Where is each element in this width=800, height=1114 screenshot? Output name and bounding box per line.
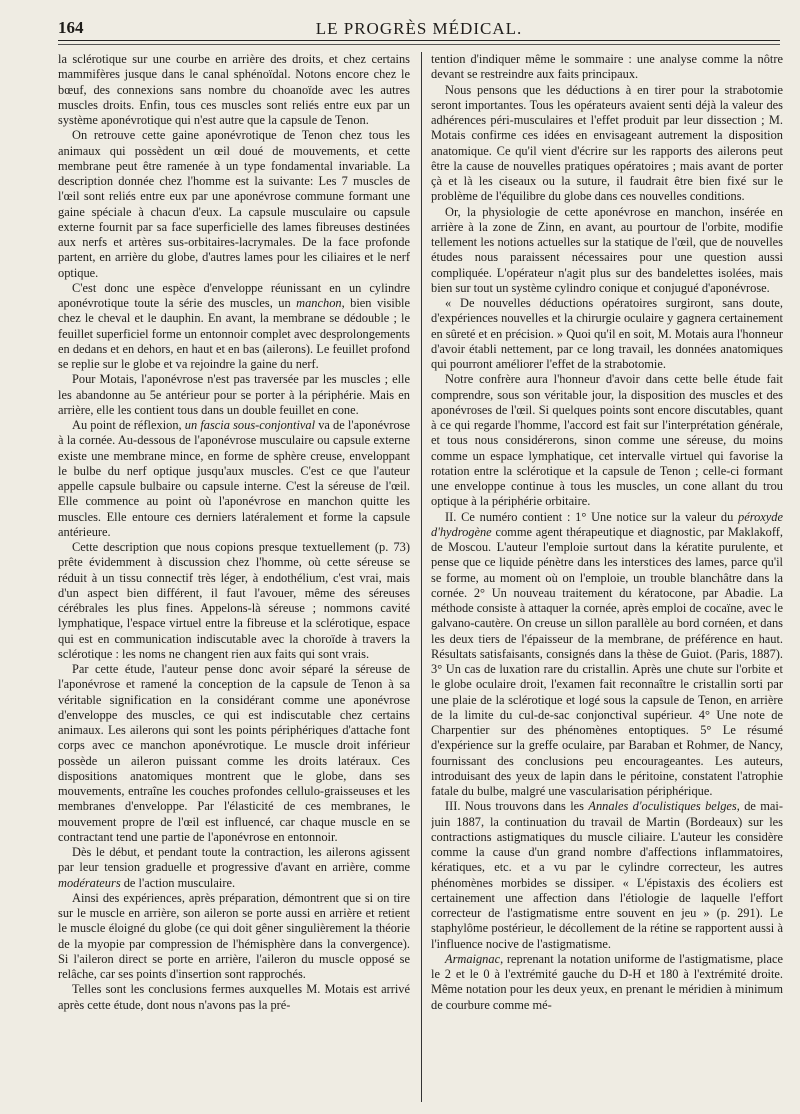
paragraph-text: Or, la physiologie de cette aponévrose en manchon, insérée en arrière à la zone de Zinn, en avant, au pourtour de l'orbite, modifie tellement les notions actuelles sur la statique de l'œil, que de nouvelles études nous paraissent nécessaires pour une question aussi compliquée. L'opérateur n'agit plus sur des bandelettes isolées, mais bien sur tout un système cylindro conique et conjugué d'aponévrose. <box>431 204 783 295</box>
paragraph <box>58 128 410 281</box>
journal-title: LE PROGRÈS MÉDICAL. <box>315 19 523 38</box>
paragraph <box>58 540 410 662</box>
left-column <box>58 52 410 1102</box>
paragraph <box>58 845 410 891</box>
italic-text: Annales d'oculistiques belges <box>588 799 737 814</box>
paragraph <box>58 662 410 845</box>
paragraph <box>58 372 410 418</box>
paragraph <box>431 799 783 952</box>
paragraph-text: Cette description que nous copions presque textuellement (p. 73) prête évidemment à discussion chez l'homme, où cette séreuse se réduit à un tissu connectif très léger, à endothélium, c'est vrai, mais d'un aspect bien différent, il faut l'avouer, même des séreuses cérébrales les plus fines. Appelons-là séreuse ; nommons cavité lymphatique, l'espace virtuel entre la fibreuse et la sclérotique, espace qui est en communication indiscutable avec la choroïde à travers la sclérotique : les noms ne changent rien aux faits qui sont vrais. <box>58 540 410 661</box>
paragraph-text: III. Nous trouvons dans les <box>445 799 589 814</box>
paragraph-text: « De nouvelles déductions opératoires surgiront, sans doute, d'expériences nouvelles et la chirurgie oculaire y gagnera certainement en sûreté et en précision. » Quoi qu'il en soit, M. Motais aura l'honneur d'avoir établi nettement, par ce long travail, les données anatomiques qui pourront améliorer l'effet de la strabotomie. <box>431 296 783 371</box>
paragraph-text: Telles sont les conclusions fermes auxquelles M. Motais est arrivé après cette étude, dont nous n'avons pas la pré- <box>58 982 410 1012</box>
paragraph-text: Au point de réflexion, <box>72 418 185 432</box>
paragraph-text: de l'action musculaire. <box>120 875 236 890</box>
italic-text: Armaignac <box>445 951 501 966</box>
paragraph <box>431 296 783 372</box>
paragraph-text: Pour Motais, l'aponévrose n'est pas traversée par les muscles ; elle les abandonne au 5e antérieur pour se porter à la périphérie. Mais en arrière, elle les contient tous dans un double feuillet en cone. <box>58 372 410 417</box>
paragraph <box>431 205 783 297</box>
paragraph-text: va de l'aponévrose à la cornée. Au-dessous de l'aponévrose musculaire ou capsule externe existe une membrane mince, en forme de sphère creuse, enveloppant le bulbe du nerf optique jusqu'aux muscles. C'est ce que l'auteur appelle capsule bulbaire ou capsule interne. C'est la séreuse de l'œil. Elle commence au point où l'aponévrose en manchon quitte les muscles. Elle entoure ces derniers latéralement et forme la capsule antérieure. <box>58 418 410 539</box>
right-column <box>431 52 783 1102</box>
italic-text: un fascia sous-conjontival <box>184 418 316 432</box>
paragraph-text: Par cette étude, l'auteur pense donc avoir séparé la séreuse de l'aponévrose et ramené la conception de la capsule de Tenon à sa véritable signification en la considérant comme une aponévrose d'enveloppe des muscles, ce qui est indiscutable chez certains animaux. Les ailerons qui sont les points périphériques d'attache font corps avec ce manchon aponévrotique. Le muscle droit inférieur possède un aileron puissant comme les droits latéraux. Ces dispositions anatomiques montrent que le globe, dans ses mouvements, entraîne les couches profondes cellulo-graisseuses et les membranes d'enveloppe. Par l'élasticité de ces membranes, le mouvement propre de l'œil est influencé, car chaque muscle en se contractant tend une partie de l'aponévrose en entonnoir. <box>58 662 410 844</box>
paragraph-text: comme agent thérapeutique et diagnostic, par Maklakoff, de Moscou. L'auteur l'emploie surtout dans la kératite purulente, et pense que ce liquide pénètre dans les interstices des lames, parce qu'il se forme, au moment où on l'emploie, un trouble blanchâtre dans la cornée. 2° Un nouveau traitement du kératocone, par Abadie. La méthode consiste à attaquer la cornée, après emploi de cocaïne, avec le galvano-cautère. On creuse un sillon parallèle au bord cornéen, et dans les deux tiers de l'épaisseur de la membrane, de préférence en haut. Résultats satisfaisants, consignés dans la thèse de Guiot. (Paris, 1887). 3° Un cas de luxation rare du cristallin. Après une chute sur l'orbite et le globe oculaire droit, l'examen fait reconnaître le cristallin sorti par une plaie de la sclérotique et logé sous la capsule de Tenon, en arrière de la limite du cul-de-sac conjonctival supérieur. 4° Une note de Charpentier sur des phénomènes entoptiques. 5° Le résumé d'expérience sur la greffe oculaire, par Baraban et Rohmer, de Nancy, fournissant des conclusions peu encourageantes. Les auteurs, introduisant des yeux de lapin dans le péritoine, constatent l'atrophie fatale du bulbe, malgré une vascularisation périphérique. <box>431 524 783 798</box>
paragraph-text: Notre confrère aura l'honneur d'avoir dans cette belle étude fait comprendre, sous son véritable jour, la disposition des muscles et des aponévroses de l'œil. Si quelques points sont encore discutables, quant à ce qui regarde l'homme, l'accord est fait sur l'interprétation générale, et tous nous considérerons, sinon comme une séreuse, du moins comme un espace lymphatique, cet intervalle virtuel qui favorise la rotation entre la sclérotique et la capsule de Tenon ; celle-ci formant une enveloppe continue à tous les muscles, un cone allant du trou optique à la périphérie orbitaire. <box>431 372 783 509</box>
paragraph-text: , reprenant la notation uniforme de l'astigmatisme, place le 2 et le 0 à l'extrémité gauche du D-H et 180 à l'extrémité droite. Même notation pour les deux yeux, en prenant le méridien à minimum de courbure comme mé- <box>431 951 783 1012</box>
paragraph-text: Ainsi des expériences, après préparation, démontrent que si on tire sur le muscle en arrière, son aileron se porte aussi en arrière et retient le muscle éloigné du globe (ce qui doit gêner singulièrement la théorie de la myopie par compression de l'hémisphère dans la convergence). Si l'aileron direct se porte en arrière, l'aileron du muscle opposé se relâche, car ses points d'insertion sont rapprochés. <box>58 890 410 981</box>
header-rule <box>58 44 780 45</box>
paragraph <box>431 52 783 83</box>
paragraph <box>58 52 410 128</box>
paragraph <box>431 510 783 800</box>
paragraph-text: C'est donc une espèce d'enveloppe réunissant en un cylindre aponévrotique toute la série des muscles, un <box>58 280 410 310</box>
paragraph <box>58 281 410 373</box>
italic-text: péroxyde d'hydrogène <box>431 509 783 539</box>
paragraph-text: , de mai-juin 1887, la continuation du travail de Martin (Bordeaux) sur les contractions astigmatiques du muscle ciliaire. L'auteur les considère comme la cause d'un grand nombre d'affections inflammatoires, kératiques, etc. et a vu par le cylindre correcteur, les autres phénomènes morbides se dissiper. « L'épistaxis des écoliers est certainement une affection dans l'étiologie de laquelle l'effort correcteur de l'astigmatisme entre souvent en jeu » (p. 291). Le staphylôme postérieur, le décollement de la rétine se rapportent aussi à l'influence nocive de l'astigmatisme. <box>431 799 783 951</box>
column-divider <box>421 52 422 1102</box>
paragraph-text: On retrouve cette gaine aponévrotique de Tenon chez tous les animaux qui possèdent un œil doué de mouvements, et cette membrane peut être ramenée à un type fondamental invariable. La description donnée chez l'homme est la suivante: Les 7 muscles de l'œil sont reliés entre eux par une aponévrose commune formant une gaine spéciale à chacun d'eux. La capsule musculaire ou capsule externe fournit par sa face superficielle des lames fibreuses destinées aux nerfs et artères sus-orbitaires-lacrymales. De la face profonde partent, en arrière du globe, d'autres lames pour les ciliaires et le nerf optique. <box>58 128 410 280</box>
page-number: 164 <box>58 18 84 37</box>
paragraph <box>431 372 783 509</box>
paragraph-text: II. Ce numéro contient : 1° Une notice sur la valeur du <box>445 509 739 524</box>
italic-text: modérateurs <box>58 875 121 890</box>
page-header <box>58 14 780 41</box>
paragraph-text: Dès le début, et pendant toute la contraction, les ailerons agissent par leur tension graduelle et progressive d'avant en arrière, comme <box>58 845 410 875</box>
paragraph <box>58 418 410 540</box>
paragraph <box>431 952 783 1013</box>
italic-text: manchon <box>296 296 342 310</box>
paragraph-text: Nous pensons que les déductions à en tirer pour la strabotomie seront importantes. Tous les opérateurs avaient senti déjà la valeur des adhérences péri-musculaires et l'effet produit par leur dissection ; M. Motais confirme ces idées en envisageant autrement la disposition anatomique. Ce qu'il vient d'écrire sur les rapports des ailerons peut être la cause de nouvelles pratiques opératoires ; mais avant de porter çà et là les ciseaux ou la suture, il faudrait être bien fixé sur le problème de l'équilibre du globe dans ces nouvelles conditions. <box>431 82 783 204</box>
paragraph-text: tention d'indiquer même le sommaire : une analyse comme la nôtre devant se restreindre aux faits principaux. <box>431 52 783 82</box>
paragraph <box>431 83 783 205</box>
paragraph <box>58 982 410 1013</box>
paragraph-text: , bien visible chez le cheval et le dauphin. En avant, la membrane se dédouble ; le feuillet superficiel forme un entonnoir complet avec desprolongements en dedans et en dehors, en haut et en bas (ailerons). Le feuillet profond se replie sur le globe et va rejoindre la gaine du nerf. <box>58 296 410 371</box>
paragraph-text: la sclérotique sur une courbe en arrière des droits, et chez certains mammifères jusque dans le canal sphénoïdal. Notons encore chez le bœuf, des connexions sans nombre du choanoïde avec les autres muscles droits. Enfin, tous ces muscles sont reliés entre eux par un système aponévrotique qui n'est autre que la capsule de Tenon. <box>58 52 410 127</box>
paragraph <box>58 891 410 983</box>
